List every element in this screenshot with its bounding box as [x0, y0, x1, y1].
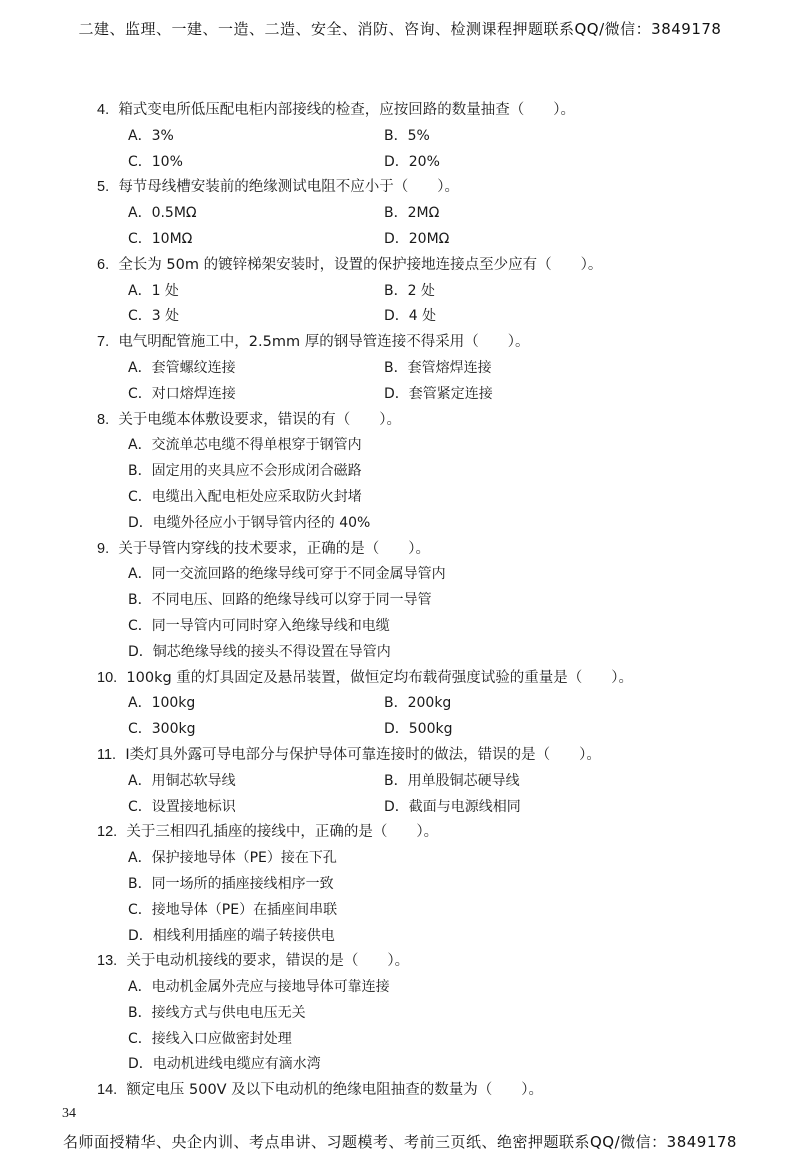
option-row: [0, 201, 800, 227]
option-row: [0, 1001, 800, 1027]
option-row: [0, 124, 800, 150]
question-item: [0, 743, 800, 820]
page-number: 34: [62, 1106, 76, 1121]
question-item: [0, 330, 800, 407]
question-text: 100kg 重的灯具固定及悬吊装置，做恒定均布载荷强度试验的重量是（ ）。: [126, 669, 634, 686]
option-row: [0, 795, 800, 821]
question-number: 7.: [97, 334, 110, 351]
question-text: 全长为 50m 的镀锌梯架安装时，设置的保护接地连接点至少应有（ ）。: [118, 256, 603, 273]
option-row: [0, 459, 800, 485]
question-number: 11.: [97, 746, 117, 763]
question-stem: [0, 666, 800, 692]
answer-option: A．用铜芯软导线: [128, 772, 236, 789]
option-row: [0, 691, 800, 717]
question-text: 每节母线槽安装前的绝缘测试电阻不应小于（ ）。: [118, 179, 460, 196]
answer-option: C．电缆出入配电柜处应采取防火封堵: [128, 488, 362, 505]
option-row: [0, 846, 800, 872]
option-row: [0, 872, 800, 898]
answer-option: D．电动机进线电缆应有滴水湾: [128, 1056, 321, 1073]
question-item: [0, 175, 800, 252]
question-stem: [0, 175, 800, 201]
option-row: [0, 975, 800, 1001]
answer-option: C．3 处: [128, 308, 180, 325]
answer-option: A．3%: [128, 127, 174, 144]
question-stem: [0, 408, 800, 434]
answer-option: B．不同电压、回路的绝缘导线可以穿于同一导管: [128, 592, 432, 609]
answer-option: C．10%: [128, 153, 183, 170]
answer-option: A．电动机金属外壳应与接地导体可靠连接: [128, 979, 390, 996]
answer-option: B．接线方式与供电电压无关: [128, 1004, 306, 1021]
question-item: [0, 253, 800, 330]
question-item: [0, 666, 800, 743]
question-list: [0, 98, 800, 1104]
answer-option: A．0.5MΩ: [128, 205, 197, 222]
question-text: 电气明配管施工中，2.5mm 厚的钢导管连接不得采用（ ）。: [118, 334, 530, 351]
answer-option: C．10MΩ: [128, 230, 193, 247]
option-row: [0, 433, 800, 459]
answer-option: C．接线入口应做密封处理: [128, 1030, 292, 1047]
option-row: [0, 1052, 800, 1078]
answer-option: D．相线利用插座的端子转接供电: [128, 927, 335, 944]
question-stem: [0, 330, 800, 356]
question-number: 4.: [97, 102, 110, 118]
question-stem: [0, 743, 800, 769]
question-stem: [0, 253, 800, 279]
question-text: 关于导管内穿线的技术要求，正确的是（ ）。: [118, 540, 431, 557]
question-number: 9.: [97, 540, 110, 557]
answer-option: D．套管紧定连接: [384, 385, 493, 402]
option-row: [0, 898, 800, 924]
question-item: [0, 408, 800, 537]
answer-option: A．交流单芯电缆不得单根穿于钢管内: [128, 437, 362, 454]
option-row: [0, 511, 800, 537]
question-stem: [0, 949, 800, 975]
option-row: [0, 614, 800, 640]
option-row: [0, 279, 800, 305]
question-number: 12.: [97, 824, 118, 841]
question-item: [0, 98, 800, 175]
question-item: [0, 820, 800, 949]
answer-option: D．500kg: [384, 721, 453, 738]
option-row: [0, 588, 800, 614]
question-text: 关于三相四孔插座的接线中，正确的是（ ）。: [126, 824, 439, 841]
answer-option: C．接地导体（PE）在插座间串联: [128, 901, 338, 918]
option-row: [0, 356, 800, 382]
answer-option: A．同一交流回路的绝缘导线可穿于不同金属导管内: [128, 566, 446, 583]
question-item: [0, 1078, 800, 1104]
answer-option: A．100kg: [128, 695, 196, 712]
option-row: [0, 769, 800, 795]
question-stem: [0, 98, 800, 124]
page-header: 二建、监理、一建、一造、二造、安全、消防、咨询、检测课程押题联系QQ/微信：3849178: [78, 20, 722, 38]
answer-option: D．电缆外径应小于钢导管内径的 40%: [128, 514, 371, 531]
answer-option: C．对口熔焊连接: [128, 385, 236, 402]
answer-option: B．用单股铜芯硬导线: [384, 772, 520, 789]
answer-option: D．4 处: [384, 308, 437, 325]
question-item: [0, 949, 800, 1078]
answer-option: C．300kg: [128, 721, 196, 738]
question-text: 关于电动机接线的要求，错误的是（ ）。: [126, 953, 410, 970]
question-stem: [0, 1078, 800, 1104]
question-text: 关于电缆本体敷设要求，错误的有（ ）。: [118, 411, 402, 428]
question-text: 箱式变电所低压配电柜内部接线的检查，应按回路的数量抽查（ ）。: [118, 102, 576, 118]
option-row: [0, 1027, 800, 1053]
answer-option: C．设置接地标识: [128, 798, 236, 815]
answer-option: B．5%: [384, 127, 430, 144]
question-stem: [0, 537, 800, 563]
option-row: [0, 382, 800, 408]
option-row: [0, 485, 800, 511]
question-text: Ⅰ类灯具外露可导电部分与保护导体可靠连接时的做法，错误的是（ ）。: [125, 746, 601, 763]
answer-option: A．套管螺纹连接: [128, 359, 236, 376]
answer-option: B．2 处: [384, 282, 435, 299]
option-row: [0, 150, 800, 176]
question-stem: [0, 820, 800, 846]
option-row: [0, 717, 800, 743]
question-number: 13.: [97, 953, 118, 970]
question-text: 额定电压 500V 及以下电动机的绝缘电阻抽查的数量为（ ）。: [126, 1082, 543, 1099]
answer-option: B．套管熔焊连接: [384, 359, 492, 376]
option-row: [0, 924, 800, 950]
question-number: 5.: [97, 179, 110, 196]
option-row: [0, 640, 800, 666]
answer-option: B．同一场所的插座接线相序一致: [128, 875, 334, 892]
option-row: [0, 227, 800, 253]
option-row: [0, 304, 800, 330]
answer-option: D．铜芯绝缘导线的接头不得设置在导管内: [128, 643, 391, 660]
question-item: [0, 537, 800, 666]
answer-option: C．同一导管内可同时穿入绝缘导线和电缆: [128, 617, 390, 634]
answer-option: B．固定用的夹具应不会形成闭合磁路: [128, 463, 362, 480]
question-number: 14.: [97, 1082, 118, 1099]
answer-option: A．保护接地导体（PE）接在下孔: [128, 850, 337, 867]
page-footer: 名师面授精华、央企内训、考点串讲、习题模考、考前三页纸、绝密押题联系QQ/微信：3849178: [63, 1133, 737, 1151]
answer-option: D．20%: [384, 153, 440, 170]
question-number: 10.: [97, 669, 118, 686]
answer-option: B．2MΩ: [384, 205, 440, 222]
answer-option: B．200kg: [384, 695, 452, 712]
answer-option: D．20MΩ: [384, 230, 450, 247]
option-row: [0, 562, 800, 588]
answer-option: D．截面与电源线相同: [384, 798, 521, 815]
question-number: 6.: [97, 256, 110, 273]
answer-option: A．1 处: [128, 282, 179, 299]
question-number: 8.: [97, 411, 110, 428]
